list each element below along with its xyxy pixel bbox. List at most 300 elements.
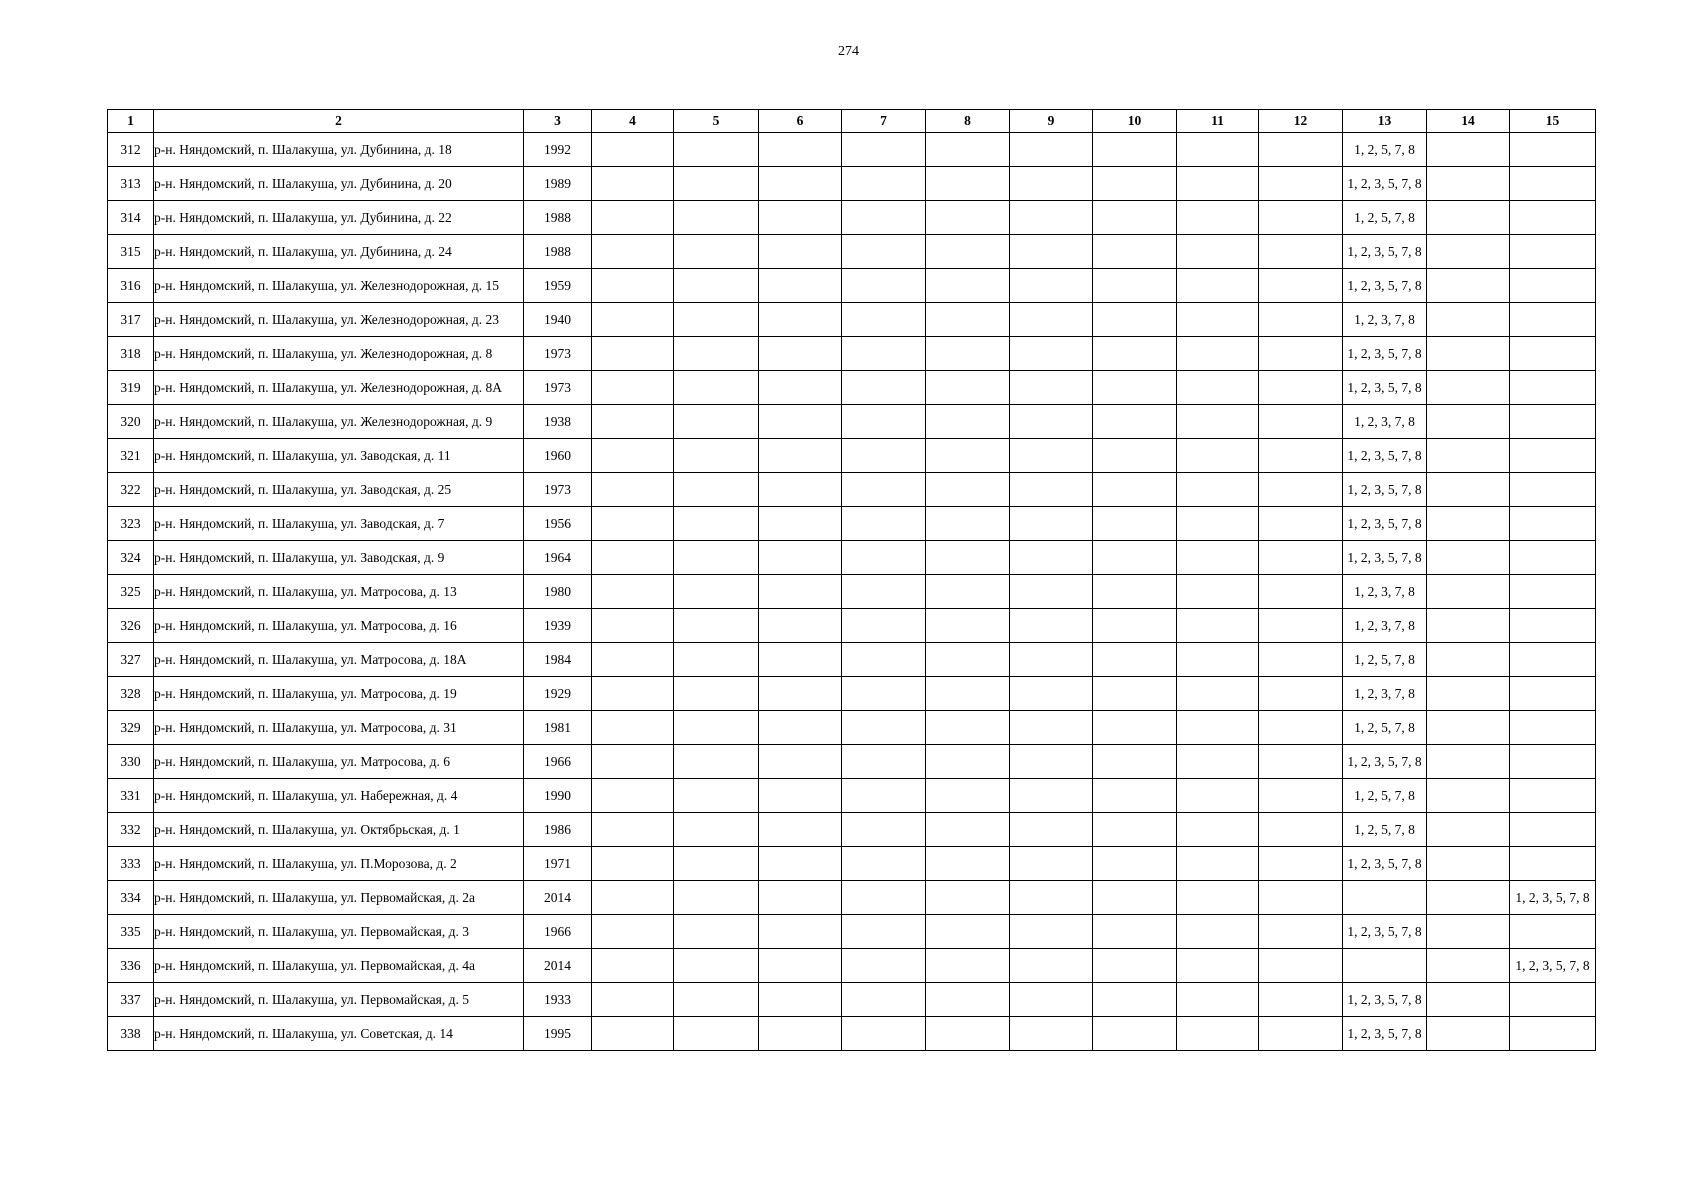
empty-cell [926,405,1010,439]
empty-cell [674,779,759,813]
col15-cell [1510,813,1596,847]
row-number-cell: 332 [108,813,154,847]
empty-cell [1177,439,1259,473]
empty-cell [592,337,674,371]
empty-cell [674,235,759,269]
col15-cell [1510,711,1596,745]
col13-cell: 1, 2, 5, 7, 8 [1343,813,1427,847]
empty-cell [842,133,926,167]
empty-cell [592,541,674,575]
col15-cell [1510,745,1596,779]
empty-cell [926,473,1010,507]
column-header-11: 11 [1177,110,1259,133]
empty-cell [674,473,759,507]
empty-cell [1427,507,1510,541]
page-number: 274 [838,44,859,59]
address-cell: р-н. Няндомский, п. Шалакуша, ул. Железнодорожная, д. 9 [154,405,524,439]
empty-cell [1427,439,1510,473]
empty-cell [1093,337,1177,371]
address-cell: р-н. Няндомский, п. Шалакуша, ул. Матросова, д. 6 [154,745,524,779]
column-header-9: 9 [1010,110,1093,133]
empty-cell [592,881,674,915]
empty-cell [1010,371,1093,405]
empty-cell [674,133,759,167]
row-number-cell: 312 [108,133,154,167]
empty-cell [1259,303,1343,337]
empty-cell [674,915,759,949]
table-row [108,575,1596,609]
empty-cell [674,643,759,677]
empty-cell [1010,779,1093,813]
table-row [108,303,1596,337]
empty-cell [1093,507,1177,541]
empty-cell [842,711,926,745]
col15-cell [1510,779,1596,813]
table-row [108,235,1596,269]
year-cell: 1984 [524,643,592,677]
empty-cell [1427,847,1510,881]
empty-cell [674,881,759,915]
empty-cell [842,235,926,269]
row-number-cell: 319 [108,371,154,405]
empty-cell [1093,881,1177,915]
empty-cell [1427,643,1510,677]
empty-cell [1259,473,1343,507]
column-header-8: 8 [926,110,1010,133]
col13-cell: 1, 2, 5, 7, 8 [1343,779,1427,813]
year-cell: 1956 [524,507,592,541]
year-cell: 1971 [524,847,592,881]
empty-cell [1259,779,1343,813]
empty-cell [1259,983,1343,1017]
col13-cell: 1, 2, 3, 5, 7, 8 [1343,235,1427,269]
col13-cell: 1, 2, 3, 7, 8 [1343,609,1427,643]
empty-cell [1093,643,1177,677]
empty-cell [1177,1017,1259,1051]
empty-cell [1093,745,1177,779]
col15-cell [1510,609,1596,643]
empty-cell [1427,337,1510,371]
col13-cell: 1, 2, 3, 5, 7, 8 [1343,167,1427,201]
empty-cell [1093,541,1177,575]
empty-cell [1010,337,1093,371]
address-cell: р-н. Няндомский, п. Шалакуша, ул. Железнодорожная, д. 8 [154,337,524,371]
empty-cell [1259,405,1343,439]
address-cell: р-н. Няндомский, п. Шалакуша, ул. Октябрьская, д. 1 [154,813,524,847]
col13-cell: 1, 2, 3, 5, 7, 8 [1343,507,1427,541]
empty-cell [1259,881,1343,915]
row-number-cell: 330 [108,745,154,779]
empty-cell [1259,201,1343,235]
empty-cell [1177,745,1259,779]
year-cell: 1986 [524,813,592,847]
table-row [108,541,1596,575]
empty-cell [1093,201,1177,235]
column-header-14: 14 [1427,110,1510,133]
empty-cell [1010,1017,1093,1051]
empty-cell [842,677,926,711]
empty-cell [674,983,759,1017]
empty-cell [1177,983,1259,1017]
col13-cell: 1, 2, 3, 5, 7, 8 [1343,371,1427,405]
row-number-cell: 328 [108,677,154,711]
empty-cell [759,269,842,303]
year-cell: 1966 [524,915,592,949]
address-cell: р-н. Няндомский, п. Шалакуша, ул. Матросова, д. 16 [154,609,524,643]
empty-cell [842,915,926,949]
year-cell: 1966 [524,745,592,779]
empty-cell [926,269,1010,303]
row-number-cell: 314 [108,201,154,235]
empty-cell [1427,269,1510,303]
year-cell: 1988 [524,235,592,269]
empty-cell [759,201,842,235]
col15-cell [1510,167,1596,201]
empty-cell [759,235,842,269]
year-cell: 1939 [524,609,592,643]
empty-cell [1427,235,1510,269]
empty-cell [592,609,674,643]
empty-cell [842,201,926,235]
empty-cell [759,405,842,439]
empty-cell [926,439,1010,473]
empty-cell [1427,677,1510,711]
empty-cell [592,405,674,439]
empty-cell [1177,507,1259,541]
column-header-7: 7 [842,110,926,133]
empty-cell [674,677,759,711]
col13-cell: 1, 2, 3, 5, 7, 8 [1343,1017,1427,1051]
empty-cell [759,337,842,371]
table-row [108,507,1596,541]
address-cell: р-н. Няндомский, п. Шалакуша, ул. Первомайская, д. 4а [154,949,524,983]
empty-cell [926,881,1010,915]
empty-cell [1010,133,1093,167]
col15-cell [1510,643,1596,677]
empty-cell [842,813,926,847]
empty-cell [1177,473,1259,507]
empty-cell [1427,881,1510,915]
empty-cell [759,303,842,337]
table-row [108,371,1596,405]
empty-cell [1177,303,1259,337]
empty-cell [926,1017,1010,1051]
address-cell: р-н. Няндомский, п. Шалакуша, ул. Матросова, д. 13 [154,575,524,609]
empty-cell [1259,133,1343,167]
row-number-cell: 313 [108,167,154,201]
empty-cell [1259,847,1343,881]
empty-cell [674,575,759,609]
empty-cell [842,405,926,439]
row-number-cell: 315 [108,235,154,269]
col15-cell [1510,303,1596,337]
empty-cell [1177,609,1259,643]
empty-cell [1177,541,1259,575]
address-cell: р-н. Няндомский, п. Шалакуша, ул. Матросова, д. 18А [154,643,524,677]
address-cell: р-н. Няндомский, п. Шалакуша, ул. Советская, д. 14 [154,1017,524,1051]
col15-cell: 1, 2, 3, 5, 7, 8 [1510,949,1596,983]
empty-cell [926,235,1010,269]
year-cell: 2014 [524,881,592,915]
empty-cell [1093,235,1177,269]
empty-cell [842,1017,926,1051]
year-cell: 1960 [524,439,592,473]
empty-cell [592,813,674,847]
empty-cell [926,847,1010,881]
empty-cell [1010,813,1093,847]
row-number-cell: 317 [108,303,154,337]
empty-cell [759,541,842,575]
empty-cell [759,371,842,405]
empty-cell [759,983,842,1017]
empty-cell [1427,371,1510,405]
empty-cell [1177,881,1259,915]
column-header-4: 4 [592,110,674,133]
empty-cell [1010,711,1093,745]
empty-cell [592,643,674,677]
empty-cell [1093,167,1177,201]
empty-cell [842,541,926,575]
year-cell: 1933 [524,983,592,1017]
empty-cell [926,949,1010,983]
empty-cell [1177,167,1259,201]
empty-cell [674,269,759,303]
row-number-cell: 323 [108,507,154,541]
col15-cell [1510,337,1596,371]
col15-cell [1510,847,1596,881]
empty-cell [592,439,674,473]
row-number-cell: 337 [108,983,154,1017]
empty-cell [674,201,759,235]
year-cell: 1959 [524,269,592,303]
address-cell: р-н. Няндомский, п. Шалакуша, ул. Первомайская, д. 2а [154,881,524,915]
column-header-1: 1 [108,110,154,133]
col13-cell: 1, 2, 5, 7, 8 [1343,201,1427,235]
year-cell: 1940 [524,303,592,337]
empty-cell [1177,949,1259,983]
empty-cell [926,575,1010,609]
empty-cell [1177,711,1259,745]
empty-cell [1010,949,1093,983]
empty-cell [1259,643,1343,677]
empty-cell [759,677,842,711]
empty-cell [1010,303,1093,337]
year-cell: 1981 [524,711,592,745]
table-row [108,779,1596,813]
empty-cell [759,575,842,609]
row-number-cell: 331 [108,779,154,813]
year-cell: 1929 [524,677,592,711]
empty-cell [1259,337,1343,371]
empty-cell [592,915,674,949]
address-cell: р-н. Няндомский, п. Шалакуша, ул. Матросова, д. 31 [154,711,524,745]
empty-cell [1427,1017,1510,1051]
empty-cell [674,405,759,439]
address-cell: р-н. Няндомский, п. Шалакуша, ул. Матросова, д. 19 [154,677,524,711]
empty-cell [1259,235,1343,269]
empty-cell [759,881,842,915]
empty-cell [1010,847,1093,881]
table-row [108,337,1596,371]
empty-cell [674,337,759,371]
year-cell: 1995 [524,1017,592,1051]
address-cell: р-н. Няндомский, п. Шалакуша, ул. Первомайская, д. 5 [154,983,524,1017]
empty-cell [1010,167,1093,201]
col13-cell: 1, 2, 3, 5, 7, 8 [1343,983,1427,1017]
table-row [108,473,1596,507]
year-cell: 1990 [524,779,592,813]
empty-cell [759,643,842,677]
col15-cell [1510,405,1596,439]
empty-cell [1177,779,1259,813]
empty-cell [1093,371,1177,405]
empty-cell [926,507,1010,541]
empty-cell [926,813,1010,847]
empty-cell [926,337,1010,371]
empty-cell [1010,541,1093,575]
empty-cell [1093,779,1177,813]
empty-cell [592,167,674,201]
empty-cell [1010,201,1093,235]
column-header-12: 12 [1259,110,1343,133]
column-header-5: 5 [674,110,759,133]
address-cell: р-н. Няндомский, п. Шалакуша, ул. Первомайская, д. 3 [154,915,524,949]
table-row [108,847,1596,881]
empty-cell [759,167,842,201]
empty-cell [1177,643,1259,677]
row-number-cell: 334 [108,881,154,915]
table-row [108,201,1596,235]
empty-cell [1177,133,1259,167]
empty-cell [1427,915,1510,949]
year-cell: 1988 [524,201,592,235]
empty-cell [1259,949,1343,983]
empty-cell [926,167,1010,201]
empty-cell [1427,813,1510,847]
empty-cell [1010,609,1093,643]
col15-cell: 1, 2, 3, 5, 7, 8 [1510,881,1596,915]
col13-cell: 1, 2, 3, 7, 8 [1343,303,1427,337]
address-cell: р-н. Няндомский, п. Шалакуша, ул. Железнодорожная, д. 15 [154,269,524,303]
empty-cell [1259,575,1343,609]
col15-cell [1510,983,1596,1017]
empty-cell [592,983,674,1017]
table-row [108,167,1596,201]
table-row [108,269,1596,303]
empty-cell [926,643,1010,677]
empty-cell [1427,405,1510,439]
empty-cell [1093,575,1177,609]
empty-cell [674,813,759,847]
empty-cell [1093,847,1177,881]
empty-cell [592,201,674,235]
col13-cell: 1, 2, 5, 7, 8 [1343,711,1427,745]
empty-cell [1093,677,1177,711]
empty-cell [1093,813,1177,847]
empty-cell [1177,813,1259,847]
row-number-cell: 335 [108,915,154,949]
col15-cell [1510,439,1596,473]
table-row [108,813,1596,847]
table-row [108,677,1596,711]
table-row [108,439,1596,473]
empty-cell [674,167,759,201]
year-cell: 1938 [524,405,592,439]
empty-cell [1093,473,1177,507]
empty-cell [674,949,759,983]
empty-cell [759,507,842,541]
empty-cell [842,643,926,677]
column-header-13: 13 [1343,110,1427,133]
empty-cell [1093,303,1177,337]
empty-cell [1010,235,1093,269]
empty-cell [842,779,926,813]
table-header [108,110,1596,133]
empty-cell [842,745,926,779]
address-cell: р-н. Няндомский, п. Шалакуша, ул. Заводская, д. 9 [154,541,524,575]
empty-cell [1177,847,1259,881]
empty-cell [926,779,1010,813]
empty-cell [842,847,926,881]
empty-cell [674,541,759,575]
address-cell: р-н. Няндомский, п. Шалакуша, ул. Заводская, д. 11 [154,439,524,473]
empty-cell [1427,541,1510,575]
table-row [108,881,1596,915]
row-number-cell: 320 [108,405,154,439]
empty-cell [842,609,926,643]
empty-cell [1427,745,1510,779]
empty-cell [1177,915,1259,949]
empty-cell [842,167,926,201]
row-number-cell: 321 [108,439,154,473]
col15-cell [1510,269,1596,303]
empty-cell [592,575,674,609]
empty-cell [842,337,926,371]
empty-cell [759,133,842,167]
empty-cell [759,1017,842,1051]
column-header-2: 2 [154,110,524,133]
empty-cell [842,881,926,915]
table-row [108,983,1596,1017]
empty-cell [1177,235,1259,269]
empty-cell [1093,711,1177,745]
table-row [108,405,1596,439]
empty-cell [1093,133,1177,167]
empty-cell [1427,609,1510,643]
empty-cell [592,711,674,745]
empty-cell [1010,915,1093,949]
row-number-cell: 333 [108,847,154,881]
empty-cell [592,745,674,779]
empty-cell [1010,269,1093,303]
empty-cell [592,677,674,711]
col13-cell: 1, 2, 3, 5, 7, 8 [1343,269,1427,303]
empty-cell [1093,269,1177,303]
empty-cell [1427,167,1510,201]
empty-cell [1427,473,1510,507]
col15-cell [1510,371,1596,405]
empty-cell [674,847,759,881]
empty-cell [1427,779,1510,813]
col13-cell: 1, 2, 3, 7, 8 [1343,405,1427,439]
address-cell: р-н. Няндомский, п. Шалакуша, ул. П.Морозова, д. 2 [154,847,524,881]
table-row [108,949,1596,983]
header-row [108,110,1596,133]
year-cell: 1992 [524,133,592,167]
table-body [108,133,1596,1051]
row-number-cell: 318 [108,337,154,371]
empty-cell [1259,711,1343,745]
